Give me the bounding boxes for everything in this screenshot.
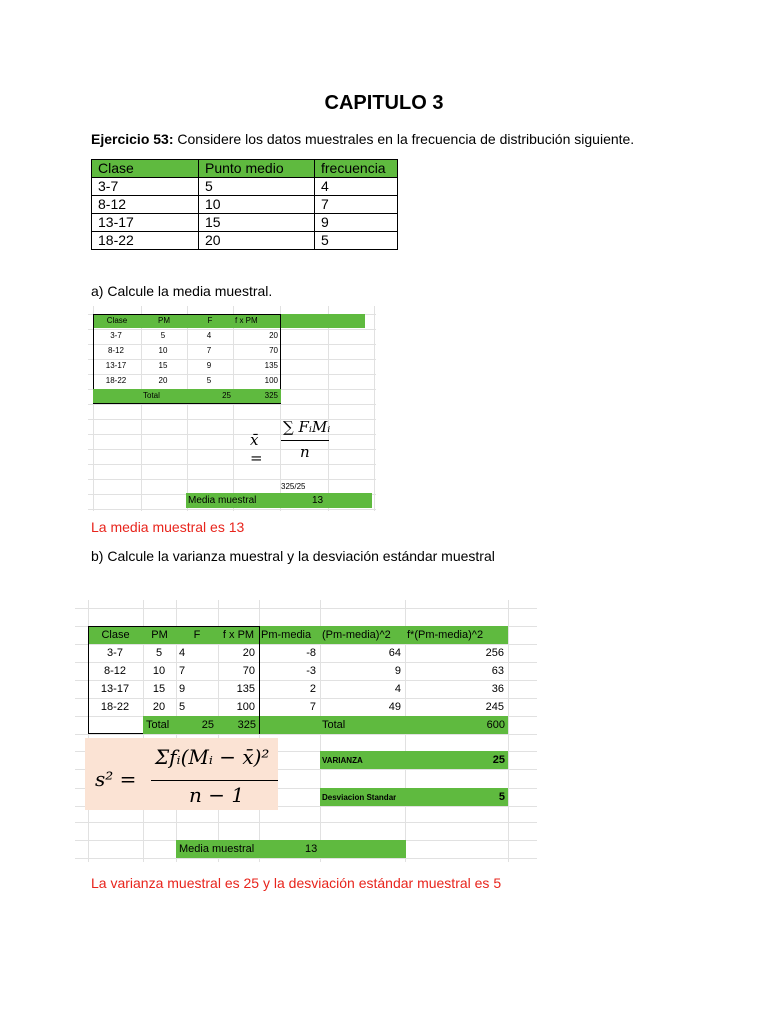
sheet-cell: 10 [152, 665, 166, 677]
desviacion-label: Desviacion Standar [322, 793, 397, 802]
sheet-cell: 5 [155, 647, 163, 659]
calc-note: 325/25 [281, 482, 306, 491]
total2-value: 600 [486, 719, 505, 731]
formula-denominator: n − 1 [189, 783, 245, 807]
exercise-label: Ejercicio 53: [91, 131, 174, 147]
exercise-statement [91, 131, 634, 147]
sheet-cell: 10 [158, 346, 168, 355]
sheet-cell: 9 [394, 665, 401, 677]
sheet-cell: 100 [236, 701, 255, 713]
header-cell: Clase [92, 160, 199, 178]
gridline [75, 734, 537, 735]
page-title: CAPITULO 3 [324, 92, 444, 114]
gridline [328, 306, 329, 511]
sheet-cell: -3 [306, 665, 316, 677]
sheet-cell: 36 [491, 683, 504, 695]
sheet-cell: 4 [394, 683, 401, 695]
sheet-cell: 3-7 [107, 647, 123, 659]
sheet-cell: 5 [206, 376, 212, 385]
sheet-header-cell: PM [158, 316, 170, 325]
media-value: 13 [312, 495, 324, 506]
total-f: 25 [222, 391, 231, 400]
media-label: Media muestral [179, 843, 255, 855]
table-cell: 5 [199, 178, 315, 196]
sheet-cell: 20 [242, 647, 255, 659]
sheet-cell: 49 [388, 701, 401, 713]
formula-denominator: n [300, 443, 310, 461]
sheet-header-cell: Pm-media [261, 629, 312, 641]
sheet-cell: 100 [264, 376, 278, 385]
total2-label: Total [322, 719, 346, 731]
gridline [75, 858, 537, 859]
table-cell: 15 [199, 214, 315, 232]
total-fpm: 325 [264, 391, 278, 400]
sheet-cell: 135 [236, 683, 255, 695]
table-row [92, 232, 398, 250]
table-cell: 20 [199, 232, 315, 250]
sheet-cell: 9 [179, 683, 186, 695]
spreadsheet-media [88, 306, 376, 511]
formula-numerator: Σfᵢ(Mᵢ − x̄)² [155, 745, 270, 769]
sheet-cell: 63 [491, 665, 504, 677]
header-cell: frecuencia [315, 160, 398, 178]
media-value: 13 [305, 843, 318, 855]
table-cell: 9 [315, 214, 398, 232]
total-label: Total [143, 391, 160, 400]
total-fpm: 325 [237, 719, 256, 731]
sheet-cell: 8-12 [107, 346, 124, 355]
table-cell: 3-7 [92, 178, 199, 196]
sheet-cell: 7 [309, 701, 316, 713]
sheet-cell: 8-12 [103, 665, 127, 677]
sheet-cell: 5 [179, 701, 186, 713]
sheet-cell: 18-22 [105, 376, 127, 385]
gridline [88, 464, 376, 465]
sheet-header-cell: F [193, 629, 201, 641]
sheet-header-cell: f x PM [235, 316, 258, 325]
gridline [374, 306, 375, 511]
varianza-value: 25 [492, 754, 505, 766]
formula-numerator: ∑ FᵢMᵢ [283, 418, 331, 436]
table-cell: 5 [315, 232, 398, 250]
sheet-header-cell: Clase [101, 629, 130, 641]
sheet-cell: 64 [388, 647, 401, 659]
variance-formula [95, 738, 275, 810]
variance-formula-box [85, 738, 278, 810]
sheet-cell: 15 [152, 683, 166, 695]
table-row [92, 196, 398, 214]
desviacion-value: 5 [498, 791, 505, 803]
total-label: Total [146, 719, 170, 731]
gridline [88, 449, 376, 450]
table-cell: 7 [315, 196, 398, 214]
sheet-header-cell: f x PM [222, 629, 255, 641]
gridline [88, 419, 376, 420]
gridline [75, 608, 537, 609]
sheet-cell: 13-17 [100, 683, 130, 695]
gridline [88, 479, 376, 480]
sheet-header-cell: F [207, 316, 213, 325]
gridline [88, 509, 376, 510]
distribution-table [91, 159, 398, 250]
varianza-label: VARIANZA [322, 756, 363, 765]
formula-lhs: x̄ = [250, 431, 263, 467]
answer-b: La varianza muestral es 25 y la desviación estándar muestral es 5 [91, 875, 502, 891]
sheet-cell: 18-22 [100, 701, 130, 713]
sheet-header-cell: (Pm-media)^2 [322, 629, 391, 641]
header-cell: Punto medio [199, 160, 315, 178]
sheet-cell: 245 [485, 701, 504, 713]
sheet-cell: 4 [179, 647, 186, 659]
table-cell: 8-12 [92, 196, 199, 214]
sheet-cell: 20 [158, 376, 168, 385]
sheet-cell: 7 [206, 346, 212, 355]
fraction-bar [281, 440, 329, 441]
total-f: 25 [201, 719, 214, 731]
exercise-text: Considere los datos muestrales en la frecuencia de distribución siguiente. [173, 131, 635, 147]
formula-lhs: s² = [95, 767, 137, 791]
sheet-header-cell: PM [151, 629, 168, 641]
gridline [75, 822, 537, 823]
sheet-cell: 7 [179, 665, 186, 677]
table-header-row [92, 160, 398, 178]
sheet-cell: -8 [306, 647, 316, 659]
sheet-cell: 15 [158, 361, 168, 370]
media-label: Media muestral [188, 495, 257, 506]
table-cell: 10 [199, 196, 315, 214]
sheet-cell: 2 [309, 683, 316, 695]
answer-a: La media muestral es 13 [91, 519, 245, 535]
sheet-cell: 70 [242, 665, 255, 677]
question-a: a) Calcule la media muestral. [91, 283, 273, 299]
sheet-cell: 135 [264, 361, 278, 370]
sheet-cell: 256 [485, 647, 504, 659]
table-cell: 4 [315, 178, 398, 196]
table-row [92, 214, 398, 232]
sheet-header-cell: Clase [106, 316, 128, 325]
table-cell: 13-17 [92, 214, 199, 232]
sheet-cell: 3-7 [110, 331, 122, 340]
question-b: b) Calcule la varianza muestral y la desviación estándar muestral [91, 548, 495, 564]
fraction-bar [151, 780, 278, 781]
table-row [92, 178, 398, 196]
table-cell: 18-22 [92, 232, 199, 250]
sheet-cell: 20 [269, 331, 278, 340]
sheet-cell: 4 [206, 331, 212, 340]
spreadsheet-varianza [75, 600, 537, 862]
sheet-cell: 9 [206, 361, 212, 370]
gridline [88, 404, 376, 405]
gridline [88, 434, 376, 435]
sheet-cell: 70 [269, 346, 278, 355]
sheet-cell: 13-17 [105, 361, 127, 370]
sheet-cell: 5 [160, 331, 166, 340]
sheet-header-cell: f*(Pm-media)^2 [407, 629, 484, 641]
sheet-cell: 20 [152, 701, 166, 713]
